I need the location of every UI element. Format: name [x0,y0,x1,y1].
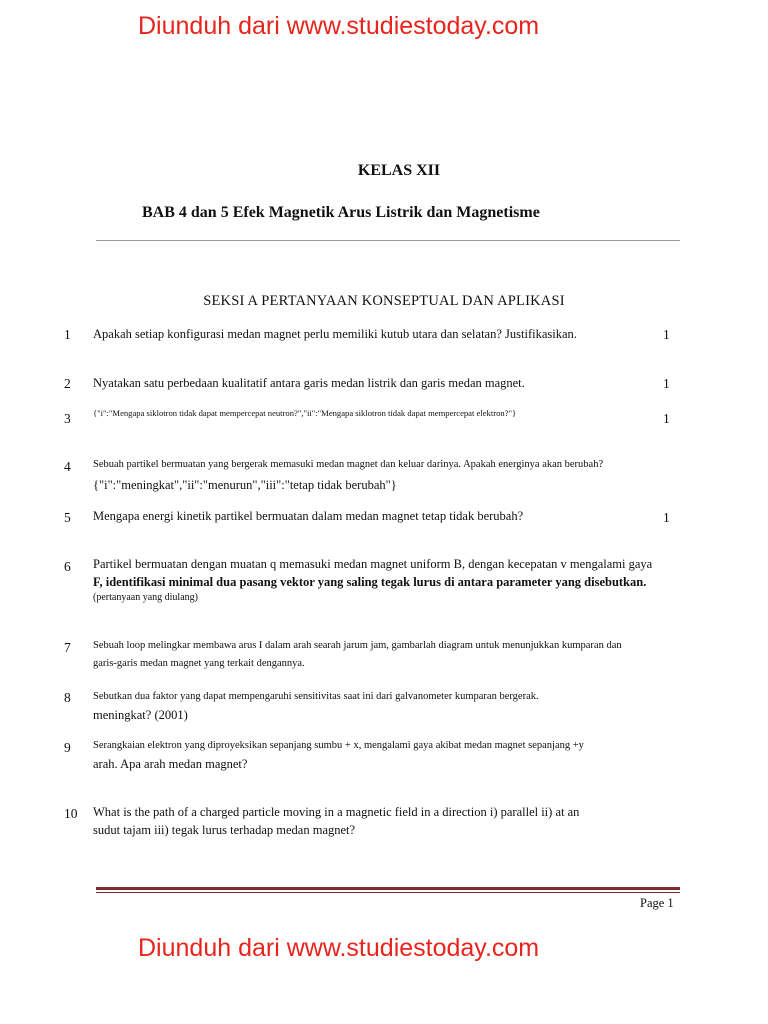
question-text [93,555,653,605]
section-title: SEKSI A PERTANYAAN KONSEPTUAL DAN APLIKASI [203,293,565,309]
question-text-line1: Serangkaian elektron yang diproyeksikan sepanjang sumbu + x, mengalami gaya akibat medan magnet sepanjang +y [93,740,584,751]
header-divider [96,240,680,241]
question-note: (pertanyaan yang diulang) [93,592,198,603]
question-text-line2: meningkat? (2001) [93,708,188,722]
watermark-bottom: Diunduh dari www.studiestoday.com [138,934,540,962]
question-number: 8 [64,690,71,705]
question-text [93,456,653,494]
question-text [93,737,653,773]
question-mark: 1 [663,376,670,391]
question-number: 7 [64,640,71,655]
question-number: 1 [64,327,71,342]
chapter-title: BAB 4 dan 5 Efek Magnetik Arus Listrik dan Magnetisme [142,204,540,221]
question-text-line1: Sebutkan dua faktor yang dapat mempengaruhi sensitivitas saat ini dari galvanometer kumparan bergerak. [93,691,539,702]
question-text-line1: What is the path of a charged particle moving in a magnetic field in a direction i) parallel ii) at an [93,805,580,819]
question-text-bold: F, identifikasi minimal dua pasang vektor yang saling tegak lurus di antara parameter yang disebutkan. [93,575,647,589]
question-number: 10 [64,806,78,821]
question-number: 5 [64,510,71,525]
question-text-line1: Sebuah partikel bermuatan yang bergerak memasuki medan magnet dan keluar darinya. Apakah energinya akan berubah? [93,459,604,470]
question-text [93,688,653,724]
question-text: Nyatakan satu perbedaan kualitatif antara garis medan listrik dan garis medan magnet. [93,376,525,390]
question-text: Apakah setiap konfigurasi medan magnet perlu memiliki kutub utara dan selatan? Justifikasikan. [93,327,577,341]
question-number: 6 [64,559,71,574]
watermark-top: Diunduh dari www.studiestoday.com [138,12,540,40]
class-label: KELAS XII [357,162,441,179]
question-mark: 1 [663,411,670,426]
question-text: {"i":"Mengapa siklotron tidak dapat mempercepat neutron?","ii":"Mengapa siklotron tidak dapat mempercepat elektron?"} [93,408,517,418]
question-text-line1: Sebuah loop melingkar membawa arus I dalam arah searah jarum jam, gambarlah diagram untuk menunjukkan kumparan dan [93,640,622,651]
question-number: 3 [64,411,71,426]
page-number: Page 1 [640,896,674,910]
question-number: 9 [64,740,71,755]
question-text-line2: garis-garis medan magnet yang terkait dengannya. [93,658,305,669]
footer-divider-thin [96,892,680,893]
footer-divider-thick [96,887,680,890]
question-text [93,803,653,839]
question-mark: 1 [663,510,670,525]
question-text-line2: arah. Apa arah medan magnet? [93,757,248,771]
question-mark: 1 [663,327,670,342]
question-text [93,637,653,673]
question-number: 4 [64,459,71,474]
question-text-line1: Partikel bermuatan dengan muatan q memasuki medan magnet uniform B, dengan kecepatan v mengalami gaya [93,557,653,571]
question-number: 2 [64,376,71,391]
question-text-line2: sudut tajam iii) tegak lurus terhadap medan magnet? [93,823,356,837]
question-text-line2: {"i":"meningkat","ii":"menurun","iii":"tetap tidak berubah"} [93,478,397,492]
question-text: Mengapa energi kinetik partikel bermuatan dalam medan magnet tetap tidak berubah? [93,509,524,523]
